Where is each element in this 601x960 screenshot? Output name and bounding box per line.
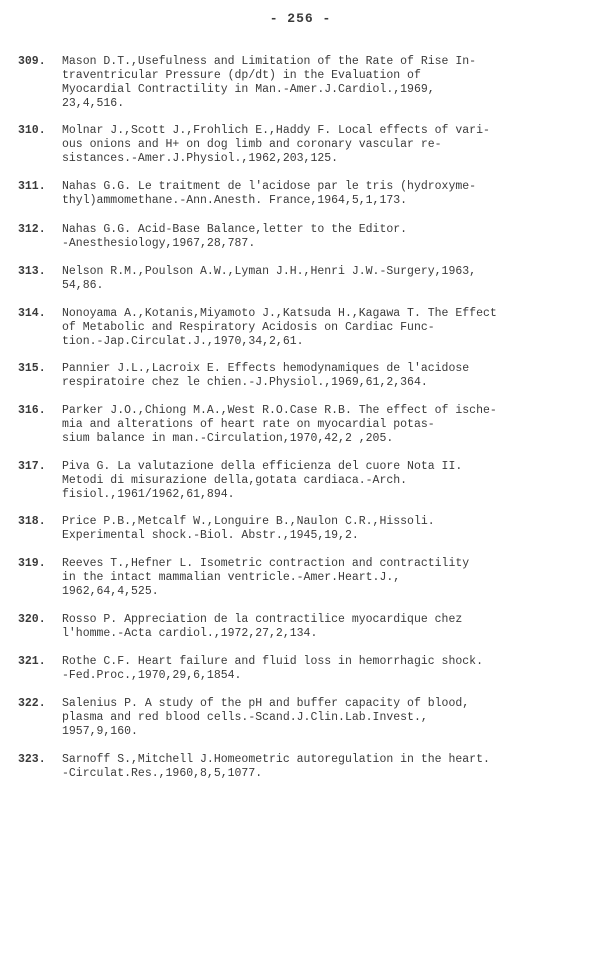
reference-number: 316. xyxy=(18,404,46,417)
reference-313 xyxy=(18,265,588,293)
reference-309 xyxy=(18,55,588,111)
reference-line: fisiol.,1961/1962,61,894. xyxy=(62,488,235,501)
reference-line: Price P.B.,Metcalf W.,Longuire B.,Naulon C.R.,Hissoli. xyxy=(62,515,435,528)
reference-311 xyxy=(18,180,588,208)
reference-number: 312. xyxy=(18,223,46,236)
reference-317 xyxy=(18,460,588,502)
reference-310 xyxy=(18,124,588,166)
reference-316 xyxy=(18,404,588,446)
reference-line: of Metabolic and Respiratory Acidosis on Cardiac Func- xyxy=(62,321,435,334)
reference-line: Sarnoff S.,Mitchell J.Homeometric autoregulation in the heart. xyxy=(62,753,490,766)
reference-line: thyl)ammomethane.-Ann.Anesth. France,1964,5,1,173. xyxy=(62,194,408,207)
reference-text xyxy=(62,223,588,251)
reference-text xyxy=(62,55,588,111)
reference-number: 319. xyxy=(18,557,46,570)
reference-number: 311. xyxy=(18,180,46,193)
reference-text xyxy=(62,697,588,739)
reference-line: Salenius P. A study of the pH and buffer capacity of blood, xyxy=(62,697,470,710)
reference-322 xyxy=(18,697,588,739)
reference-line: -Fed.Proc.,1970,29,6,1854. xyxy=(62,669,242,682)
reference-line: sium balance in man.-Circulation,1970,42,2 ,205. xyxy=(62,432,394,445)
reference-line: ous onions and H+ on dog limb and coronary vascular re- xyxy=(62,138,442,151)
reference-line: Metodi di misurazione della,gotata cardiaca.-Arch. xyxy=(62,474,408,487)
reference-line: 1962,64,4,525. xyxy=(62,585,159,598)
reference-text xyxy=(62,753,588,781)
reference-315 xyxy=(18,362,588,390)
reference-line: plasma and red blood cells.-Scand.J.Clin.Lab.Invest., xyxy=(62,711,428,724)
reference-line: respiratoire chez le chien.-J.Physiol.,1969,61,2,364. xyxy=(62,376,428,389)
reference-line: -Anesthesiology,1967,28,787. xyxy=(62,237,256,250)
reference-text xyxy=(62,180,588,208)
reference-line: traventricular Pressure (dp/dt) in the Evaluation of xyxy=(62,69,421,82)
reference-323 xyxy=(18,753,588,781)
reference-text xyxy=(62,613,588,641)
reference-number: 323. xyxy=(18,753,46,766)
reference-321 xyxy=(18,655,588,683)
reference-number: 321. xyxy=(18,655,46,668)
reference-text xyxy=(62,404,588,446)
reference-text xyxy=(62,307,588,349)
reference-line: Rosso P. Appreciation de la contractilice myocardique chez xyxy=(62,613,463,626)
reference-line: Nahas G.G. Le traitment de l'acidose par le tris (hydroxyme- xyxy=(62,180,477,193)
reference-line: -Circulat.Res.,1960,8,5,1077. xyxy=(62,767,263,780)
reference-line: 1957,9,160. xyxy=(62,725,138,738)
reference-line: Mason D.T.,Usefulness and Limitation of the Rate of Rise In- xyxy=(62,55,477,68)
reference-text xyxy=(62,265,588,293)
reference-line: in the intact mammalian ventricle.-Amer.Heart.J., xyxy=(62,571,401,584)
reference-line: Molnar J.,Scott J.,Frohlich E.,Haddy F. Local effects of vari- xyxy=(62,124,490,137)
reference-line: Nelson R.M.,Poulson A.W.,Lyman J.H.,Henri J.W.-Surgery,1963, xyxy=(62,265,477,278)
reference-text xyxy=(62,460,588,502)
reference-312 xyxy=(18,223,588,251)
reference-line: Pannier J.L.,Lacroix E. Effects hemodynamiques de l'acidose xyxy=(62,362,470,375)
reference-number: 310. xyxy=(18,124,46,137)
reference-line: Rothe C.F. Heart failure and fluid loss in hemorrhagic shock. xyxy=(62,655,483,668)
reference-line: 23,4,516. xyxy=(62,97,125,110)
reference-line: Experimental shock.-Biol. Abstr.,1945,19,2. xyxy=(62,529,359,542)
reference-line: Reeves T.,Hefner L. Isometric contraction and contractility xyxy=(62,557,470,570)
reference-text xyxy=(62,515,588,543)
reference-number: 315. xyxy=(18,362,46,375)
page-number: - 256 - xyxy=(269,11,332,26)
reference-319 xyxy=(18,557,588,599)
reference-line: Piva G. La valutazione della efficienza del cuore Nota II. xyxy=(62,460,463,473)
reference-line: Nahas G.G. Acid-Base Balance,letter to the Editor. xyxy=(62,223,408,236)
reference-line: mia and alterations of heart rate on myocardial potas- xyxy=(62,418,435,431)
reference-line: Nonoyama A.,Kotanis,Miyamoto J.,Katsuda H.,Kagawa T. The Effect xyxy=(62,307,497,320)
reference-line: 54,86. xyxy=(62,279,104,292)
reference-line: sistances.-Amer.J.Physiol.,1962,203,125. xyxy=(62,152,339,165)
reference-line: Parker J.O.,Chiong M.A.,West R.O.Case R.B. The effect of ische- xyxy=(62,404,497,417)
reference-text xyxy=(62,557,588,599)
reference-318 xyxy=(18,515,588,543)
reference-320 xyxy=(18,613,588,641)
reference-line: l'homme.-Acta cardiol.,1972,27,2,134. xyxy=(62,627,318,640)
reference-line: Myocardial Contractility in Man.-Amer.J.Cardiol.,1969, xyxy=(62,83,435,96)
reference-number: 313. xyxy=(18,265,46,278)
reference-number: 314. xyxy=(18,307,46,320)
reference-number: 309. xyxy=(18,55,46,68)
reference-text xyxy=(62,362,588,390)
reference-314 xyxy=(18,307,588,349)
reference-line: tion.-Jap.Circulat.J.,1970,34,2,61. xyxy=(62,335,304,348)
reference-text xyxy=(62,124,588,166)
reference-number: 320. xyxy=(18,613,46,626)
reference-number: 318. xyxy=(18,515,46,528)
reference-number: 317. xyxy=(18,460,46,473)
reference-number: 322. xyxy=(18,697,46,710)
reference-text xyxy=(62,655,588,683)
